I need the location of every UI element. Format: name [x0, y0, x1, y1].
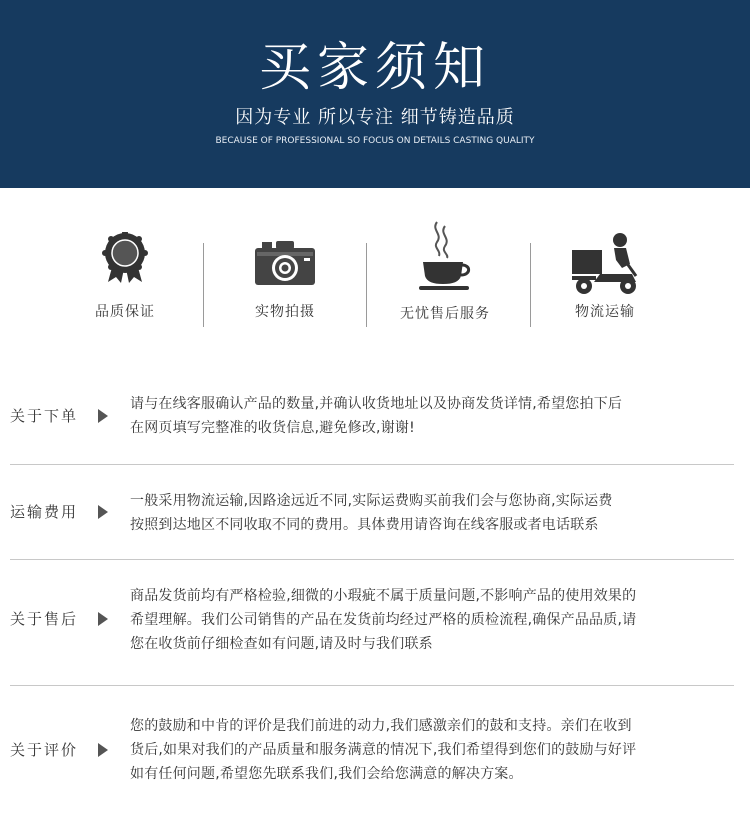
section-divider — [10, 685, 734, 686]
section-heading: 关于下单 — [10, 407, 79, 425]
feature-divider — [366, 243, 367, 327]
section-text-line: 您在收货前仔细检查如有问题,请及时与我们联系 — [130, 636, 433, 652]
section-heading: 运输费用 — [10, 503, 79, 521]
section-text-line: 按照到达地区不同收取不同的费用。具体费用请咨询在线客服或者电话联系 — [130, 517, 599, 533]
section-divider — [10, 464, 734, 465]
section-heading: 关于售后 — [10, 610, 79, 628]
arrow-right-icon — [98, 409, 108, 423]
section-divider — [10, 559, 734, 560]
section-text-line: 商品发货前均有严格检验,细微的小瑕疵不属于质量问题,不影响产品的使用效果的 — [130, 588, 637, 604]
camera-icon — [254, 240, 316, 290]
coffee-cup-icon — [417, 220, 473, 296]
header-banner — [0, 0, 750, 188]
feature-quality-label: 品质保证 — [95, 304, 155, 320]
page-subtitle: 因为专业 所以专注 细节铸造品质 — [235, 107, 515, 128]
section-body — [130, 714, 730, 786]
section-text-line: 如有任何问题,希望您先联系我们,我们会给您满意的解决方案。 — [130, 766, 523, 782]
section-aftersales — [0, 583, 750, 663]
section-heading: 关于评价 — [10, 741, 79, 759]
feature-row — [0, 188, 750, 348]
section-text-line: 一般采用物流运输,因路途远近不同,实际运费购买前我们会与您协商,实际运费 — [130, 493, 613, 509]
section-shipping — [0, 486, 750, 546]
feature-real-photo-label: 实物拍摄 — [255, 304, 315, 320]
feature-real-photo — [205, 188, 365, 348]
section-body — [130, 489, 730, 537]
feature-aftersales — [365, 188, 525, 348]
feature-divider — [203, 243, 204, 327]
feature-aftersales-label: 无忧售后服务 — [400, 306, 490, 322]
section-ordering — [0, 390, 750, 450]
page-subtitle-english: BECAUSE OF PROFESSIONAL SO FOCUS ON DETAILS CASTING QUALITY — [215, 136, 535, 146]
section-text-line: 您的鼓励和中肯的评价是我们前进的动力,我们感激亲们的鼓和支持。亲们在收到 — [130, 718, 632, 734]
feature-divider — [530, 243, 531, 327]
arrow-right-icon — [98, 612, 108, 626]
arrow-right-icon — [98, 505, 108, 519]
section-reviews — [0, 713, 750, 793]
delivery-scooter-icon — [570, 232, 640, 300]
feature-quality — [45, 188, 205, 348]
section-text-line: 在网页填写完整准的收货信息,避免修改,谢谢! — [130, 420, 415, 436]
feature-logistics — [525, 188, 685, 348]
feature-logistics-label: 物流运输 — [575, 304, 635, 320]
section-body — [130, 584, 730, 656]
section-text-line: 货后,如果对我们的产品质量和服务满意的情况下,我们希望得到您们的鼓励与好评 — [130, 742, 637, 758]
section-body — [130, 392, 730, 440]
quality-badge-icon — [100, 232, 150, 288]
section-text-line: 希望理解。我们公司销售的产品在发货前均经过严格的质检流程,确保产品品质,请 — [130, 612, 637, 628]
page-title: 买家须知 — [258, 38, 491, 98]
section-text-line: 请与在线客服确认产品的数量,并确认收货地址以及协商发货详情,希望您拍下后 — [130, 396, 623, 412]
arrow-right-icon — [98, 743, 108, 757]
